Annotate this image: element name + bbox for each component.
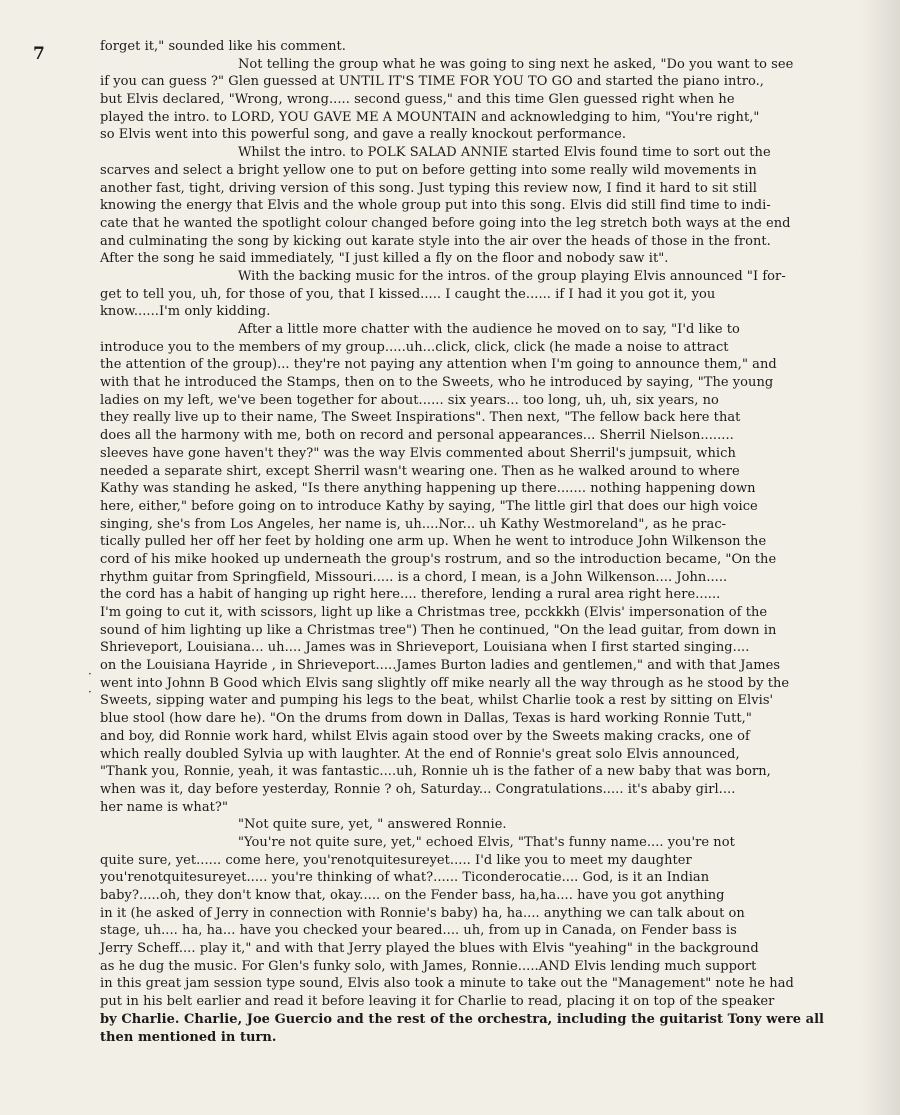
text-line: After a little more chatter with the audience he moved on to say, "I'd like to xyxy=(238,322,740,337)
text-line: here, either," before going on to introduce Kathy by saying, "The little girl that does our high voice xyxy=(100,498,758,514)
text-line: quite sure, yet...... come here, you'renotquitesureyet..... I'd like you to meet my daughter xyxy=(100,852,692,868)
text-line: and culminating the song by kicking out karate style into the air over the heads of those in the front. xyxy=(100,233,771,249)
text-line: another fast, tight, driving version of this song. Just typing this review now, I find it hard to sit still xyxy=(100,180,758,196)
text-line: which really doubled Sylvia up with laughter. At the end of Ronnie's great solo Elvis announced, xyxy=(100,746,740,762)
text-line: sleeves have gone haven't they?" was the way Elvis commented about Sherril's jumpsuit, which xyxy=(100,445,736,461)
text-line: and boy, did Ronnie work hard, whilst Elvis again stood over by the Sweets making cracks, one of xyxy=(100,728,750,744)
text-line: by Charlie. Charlie, Joe Guercio and the rest of the orchestra, including the guitarist Tony were all xyxy=(100,1011,825,1027)
text-line: get to tell you, uh, for those of you, that I kissed..... I caught the...... if I had it you got it, you xyxy=(100,286,716,302)
text-line: you'renotquitesureyet..... you're thinking of what?...... Ticonderocatie.... God, is it an Indian xyxy=(100,870,710,886)
text-line: does all the harmony with me, both on record and personal appearances... Sherril Nielson........ xyxy=(100,428,734,444)
text-line: Sweets, sipping water and pumping his legs to the beat, whilst Charlie took a rest by sitting on Elvis' xyxy=(100,693,774,709)
text-line: then mentioned in turn. xyxy=(100,1029,277,1045)
text-line: in it (he asked of Jerry in connection with Ronnie's baby) ha, ha.... anything we can talk about on xyxy=(100,905,745,921)
text-line: played the intro. to LORD, YOU GAVE ME A MOUNTAIN and acknowledging to him, "You're right," xyxy=(100,109,760,125)
text-line: if you can guess ?" Glen guessed at UNTIL IT'S TIME FOR YOU TO GO and started the piano intro., xyxy=(100,74,764,90)
text-line: rhythm guitar from Springfield, Missouri..... is a chord, I mean, is a John Wilkenson.... John..... xyxy=(100,569,728,585)
text-line: scarves and select a bright yellow one to put on before getting into some really wild movements in xyxy=(100,162,757,178)
text-line: ladies on my left, we've been together for about...... six years... too long, uh, uh, six years, no xyxy=(100,392,719,408)
text-line: I'm going to cut it, with scissors, light up like a Christmas tree, pcckkkh (Elvis' impersonation of the xyxy=(100,605,768,620)
article-body xyxy=(100,38,850,1046)
text-line: her name is what?" xyxy=(100,799,228,815)
text-line: singing, she's from Los Angeles, her name is, uh....Nor... uh Kathy Westmoreland", as he prac- xyxy=(100,516,727,532)
text-line: "Thank you, Ronnie, yeah, it was fantastic....uh, Ronnie uh is the father of a new baby that was born, xyxy=(100,764,771,780)
text-line: needed a separate shirt, except Sherril wasn't wearing one. Then as he walked around to where xyxy=(100,463,740,479)
text-line: in this great jam session type sound, Elvis also took a minute to take out the "Management" note he had xyxy=(100,976,794,992)
margin-mark: · xyxy=(88,667,92,681)
text-line: but Elvis declared, "Wrong, wrong..... second guess," and this time Glen guessed right when he xyxy=(100,92,735,108)
page-number: 7 xyxy=(33,44,45,64)
text-line: Kathy was standing he asked, "Is there anything happening up there....... nothing happening down xyxy=(100,481,756,497)
text-line: cord of his mike hooked up underneath the group's rostrum, and so the introduction became, "On the xyxy=(100,551,777,567)
text-line: with that he introduced the Stamps, then on to the Sweets, who he introduced by saying, "The young xyxy=(100,375,774,391)
text-line: on the Louisiana Hayride , in Shrieveport.....James Burton ladies and gentlemen," and with that James xyxy=(100,658,781,674)
text-line: so Elvis went into this powerful song, and gave a really knockout performance. xyxy=(100,127,627,143)
text-line: Jerry Scheff.... play it," and with that Jerry played the blues with Elvis "yeahing" in the background xyxy=(100,941,759,957)
text-line: went into Johnn B Good which Elvis sang slightly off mike nearly all the way through as he stood by the xyxy=(100,675,790,691)
text-line: they really live up to their name, The Sweet Inspirations". Then next, "The fellow back here that xyxy=(100,410,741,426)
text-line: Whilst the intro. to POLK SALAD ANNIE started Elvis found time to sort out the xyxy=(238,145,771,161)
text-line: introduce you to the members of my group.....uh...click, click, click (he made a noise to attract xyxy=(100,339,729,355)
text-line: cate that he wanted the spotlight colour changed before going into the leg stretch both ways at the end xyxy=(100,215,791,231)
text-line: as he dug the music. For Glen's funky solo, with James, Ronnie.....AND Elvis lending much support xyxy=(100,958,757,974)
text-line: tically pulled her off her feet by holding one arm up. When he went to introduce John Wilkenson the xyxy=(100,534,767,550)
text-line: know......I'm only kidding. xyxy=(100,304,271,320)
text-line: Shrieveport, Louisiana... uh.... James was in Shrieveport, Louisiana when I first started singing.... xyxy=(100,640,750,656)
text-line: when was it, day before yesterday, Ronnie ? oh, Saturday... Congratulations..... it's ababy girl.... xyxy=(100,781,736,797)
text-line: knowing the energy that Elvis and the whole group put into this song. Elvis did still find time to indi- xyxy=(100,198,771,214)
text-line: put in his belt earlier and read it before leaving it for Charlie to read, placing it on top of the speaker xyxy=(100,994,775,1010)
text-line: "You're not quite sure, yet," echoed Elvis, "That's funny name.... you're not xyxy=(238,834,735,850)
text-line: With the backing music for the intros. of the group playing Elvis announced "I for- xyxy=(238,268,786,284)
text-line: After the song he said immediately, "I just killed a fly on the floor and nobody saw it". xyxy=(100,251,669,267)
text-line: stage, uh.... ha, ha... have you checked your beared.... uh, from up in Canada, on Fender bass is xyxy=(100,923,737,939)
text-line: forget it," sounded like his comment. xyxy=(100,39,346,54)
text-line: sound of him lighting up like a Christmas tree") Then he continued, "On the lead guitar, from down in xyxy=(100,622,777,638)
text-line: blue stool (how dare he). "On the drums from down in Dallas, Texas is hard working Ronnie Tutt," xyxy=(100,711,752,727)
text-line: the cord has a habit of hanging up right here.... therefore, lending a rural area right here...... xyxy=(100,587,721,603)
margin-mark: · xyxy=(88,685,92,699)
text-line: the attention of the group)... they're not paying any attention when I'm going to announce them," and xyxy=(100,357,777,373)
text-line: Not telling the group what he was going to sing next he asked, "Do you want to see xyxy=(238,56,794,72)
text-line: baby?.....oh, they don't know that, okay..... on the Fender bass, ha,ha.... have you got anything xyxy=(100,888,725,903)
page-edge-shadow xyxy=(860,0,900,1115)
text-line: "Not quite sure, yet, " answered Ronnie. xyxy=(238,817,507,833)
